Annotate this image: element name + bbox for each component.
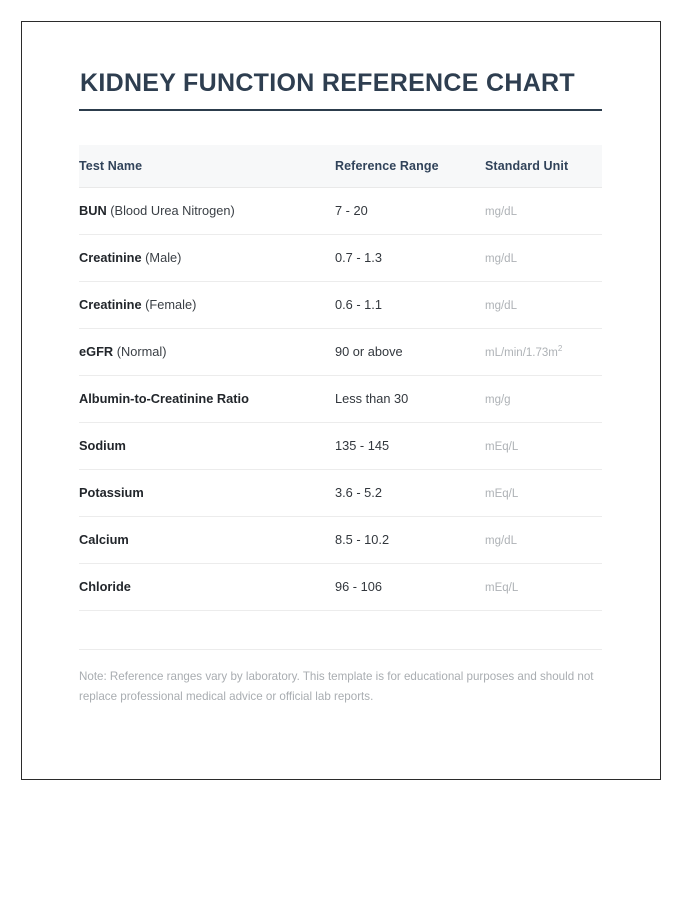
test-name-text: [79, 250, 181, 265]
test-name-primary: Calcium: [79, 531, 129, 547]
cell-test-name: [79, 516, 335, 563]
cell-test-name: [79, 234, 335, 281]
standard-unit-text: [485, 488, 518, 500]
table-row: [79, 234, 602, 281]
test-name-primary: Creatinine: [79, 296, 142, 312]
test-name-primary: BUN: [79, 202, 107, 218]
cell-test-name: [79, 187, 335, 234]
column-header-reference-range: Reference Range: [335, 145, 485, 188]
cell-reference-range: [335, 516, 485, 563]
table-row: [79, 469, 602, 516]
test-name-text: [79, 344, 166, 359]
cell-test-name: [79, 375, 335, 422]
title-underline-rule: [79, 109, 602, 111]
reference-range-text: 8.5 - 10.2: [335, 531, 390, 547]
cell-reference-range: [335, 563, 485, 610]
page-title: KIDNEY FUNCTION REFERENCE CHART: [80, 69, 575, 97]
table-row: [79, 516, 602, 563]
table-row: [79, 422, 602, 469]
standard-unit-text: [485, 300, 517, 312]
cell-reference-range: [335, 187, 485, 234]
cell-standard-unit: [485, 516, 602, 563]
test-name-text: [79, 485, 144, 500]
reference-range-text: 0.7 - 1.3: [335, 249, 382, 265]
cell-reference-range: [335, 234, 485, 281]
cell-standard-unit: [485, 281, 602, 328]
cell-test-name: [79, 563, 335, 610]
reference-range-text: Less than 30: [335, 390, 409, 406]
reference-range-text: 90 or above: [335, 343, 403, 359]
standard-unit-base: mEq/L: [485, 581, 519, 594]
test-name-primary: eGFR: [79, 343, 114, 359]
footer-note: Note: Reference ranges vary by laboratory. This template is for educational purposes and should not replace professional medical advice or official lab reports.: [79, 669, 594, 704]
table-row: [79, 281, 602, 328]
document-page: [21, 21, 661, 780]
standard-unit-base: mg/dL: [485, 252, 517, 265]
reference-range-text: 96 - 106: [335, 578, 382, 594]
standard-unit-text: [485, 441, 518, 453]
standard-unit-text: [485, 343, 563, 359]
standard-unit-base: mg/g: [485, 393, 511, 406]
cell-standard-unit: [485, 328, 602, 375]
cell-test-name: [79, 422, 335, 469]
test-name-qualifier: (Normal): [113, 343, 167, 359]
standard-unit-text: [485, 582, 518, 594]
test-name-text: [79, 391, 249, 406]
test-name-text: [79, 203, 235, 218]
cell-reference-range: [335, 422, 485, 469]
test-name-primary: Potassium: [79, 484, 144, 500]
standard-unit-text: [485, 206, 517, 218]
column-header-test-name: Test Name: [79, 145, 335, 188]
document-content: [79, 69, 603, 707]
footer-divider: [79, 649, 602, 650]
cell-test-name: [79, 328, 335, 375]
standard-unit-base: mg/dL: [485, 205, 517, 218]
standard-unit-text: [485, 253, 517, 265]
cell-reference-range: [335, 375, 485, 422]
test-name-primary: Sodium: [79, 437, 126, 453]
standard-unit-base: mEq/L: [485, 440, 519, 453]
cell-reference-range: [335, 281, 485, 328]
table-row: [79, 187, 602, 234]
reference-range-text: 0.6 - 1.1: [335, 296, 382, 312]
table-row: [79, 328, 602, 375]
test-name-text: [79, 297, 196, 312]
test-name-text: [79, 532, 129, 547]
reference-range-text: 135 - 145: [335, 437, 390, 453]
cell-test-name: [79, 281, 335, 328]
table-row: [79, 375, 602, 422]
cell-standard-unit: [485, 469, 602, 516]
reference-range-text: 3.6 - 5.2: [335, 484, 382, 500]
test-name-qualifier: (Blood Urea Nitrogen): [106, 202, 235, 218]
cell-test-name: [79, 469, 335, 516]
cell-standard-unit: [485, 563, 602, 610]
test-name-text: [79, 438, 126, 453]
table-row: [79, 563, 602, 610]
cell-standard-unit: [485, 187, 602, 234]
standard-unit-base: mg/dL: [485, 534, 517, 547]
test-name-primary: Chloride: [79, 578, 131, 594]
standard-unit-text: [485, 535, 517, 547]
standard-unit-text: [485, 394, 511, 406]
table-body: [79, 187, 602, 610]
reference-table: [79, 145, 602, 611]
test-name-text: [79, 579, 131, 594]
cell-standard-unit: [485, 422, 602, 469]
standard-unit-superscript: 2: [557, 343, 563, 353]
cell-reference-range: [335, 328, 485, 375]
standard-unit-base: mL/min/1.73m: [485, 346, 558, 359]
reference-range-text: 7 - 20: [335, 202, 368, 218]
table-header: [79, 145, 602, 188]
cell-reference-range: [335, 469, 485, 516]
cell-standard-unit: [485, 234, 602, 281]
column-header-standard-unit: Standard Unit: [485, 145, 602, 188]
standard-unit-base: mEq/L: [485, 487, 519, 500]
test-name-qualifier: (Female): [141, 296, 197, 312]
test-name-qualifier: (Male): [141, 249, 182, 265]
standard-unit-base: mg/dL: [485, 299, 517, 312]
test-name-primary: Albumin-to-Creatinine Ratio: [79, 390, 249, 406]
test-name-primary: Creatinine: [79, 249, 142, 265]
table-header-row: [79, 145, 602, 188]
cell-standard-unit: [485, 375, 602, 422]
